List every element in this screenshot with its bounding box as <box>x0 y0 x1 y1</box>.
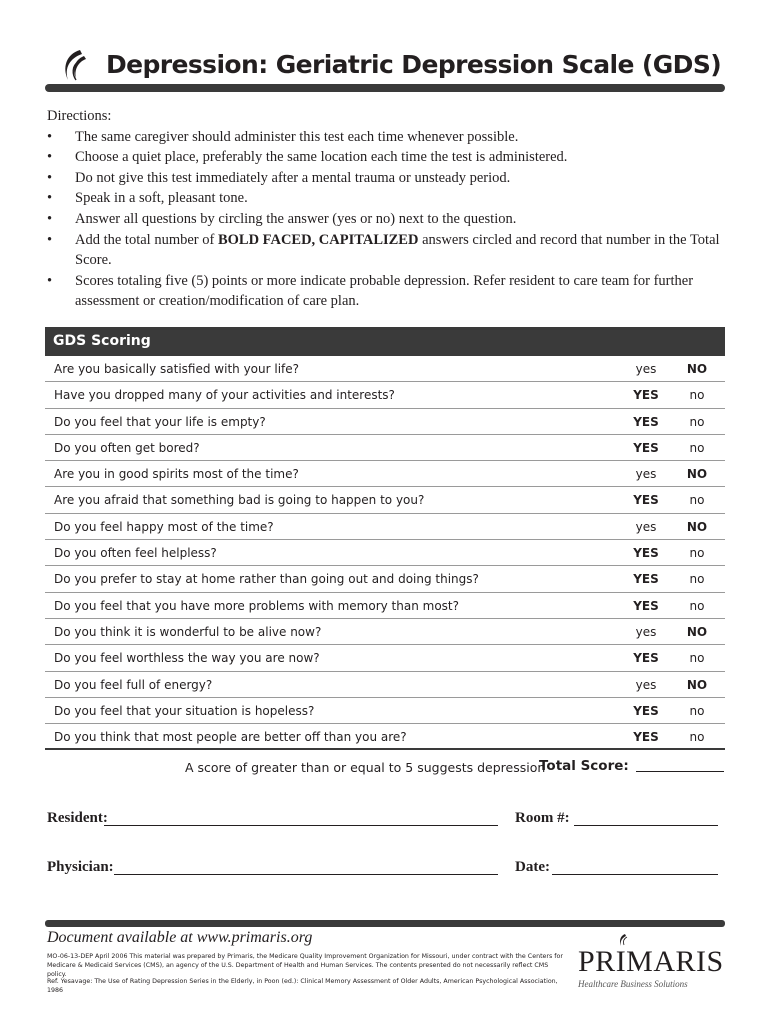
answer-no[interactable]: no <box>689 440 705 455</box>
table-row <box>45 593 725 619</box>
physician-field[interactable] <box>114 874 498 875</box>
question-text: Do you feel worthless the way you are now? <box>54 651 320 666</box>
answer-no[interactable]: no <box>689 493 705 508</box>
table-row <box>45 409 725 435</box>
table-row <box>45 435 725 461</box>
score-note: A score of greater than or equal to 5 suggests depression <box>185 760 546 775</box>
question-text: Do you feel that your situation is hopeless? <box>54 703 315 718</box>
answer-no[interactable]: no <box>689 703 705 718</box>
primaris-brand-logo <box>578 933 728 993</box>
question-text: Do you feel happy most of the time? <box>54 519 274 534</box>
table-row <box>45 724 725 750</box>
direction-text: Add the total number of <box>75 231 218 248</box>
room-label: Room #: <box>515 810 570 826</box>
direction-item: • The same caregiver should administer this test each time whenever possible. <box>47 127 727 148</box>
answer-yes[interactable]: yes <box>635 624 657 639</box>
table-row <box>45 487 725 513</box>
answer-yes[interactable]: yes <box>635 362 657 376</box>
direction-item: • Do not give this test immediately after a mental trauma or unsteady period. <box>47 168 727 189</box>
question-text: Do you often feel helpless? <box>54 546 217 561</box>
direction-item: • Speak in a soft, pleasant tone. <box>47 188 727 209</box>
room-field[interactable] <box>574 825 718 826</box>
answer-no[interactable]: no <box>689 598 705 613</box>
disclaimer-line: Medicare & Medicaid Services (CMS), an agency of the U.S. Department of Health and Human Services. The contents presented do not necessarily reflect CMS policy. <box>47 962 549 978</box>
answer-yes[interactable]: YES <box>633 730 659 745</box>
table-row <box>45 461 725 487</box>
page-title: Depression: Geriatric Depression Scale (GDS) <box>106 50 722 79</box>
table-row <box>45 382 725 408</box>
answer-yes[interactable]: yes <box>635 467 657 482</box>
answer-yes[interactable]: YES <box>633 414 659 429</box>
answer-no[interactable]: NO <box>686 677 708 692</box>
question-text: Do you feel that you have more problems with memory than most? <box>54 598 459 613</box>
direction-emphasis: BOLD FACED, CAPITALIZED <box>217 231 419 248</box>
question-text: Have you dropped many of your activities and interests? <box>54 388 395 403</box>
gds-rows <box>45 356 725 750</box>
table-row <box>45 645 725 671</box>
table-row <box>45 698 725 724</box>
answer-yes[interactable]: yes <box>635 519 657 534</box>
answer-no[interactable]: NO <box>686 519 708 534</box>
answer-no[interactable]: no <box>689 388 705 403</box>
directions-section <box>47 106 727 312</box>
direction-item <box>47 230 727 271</box>
date-field[interactable] <box>552 874 718 875</box>
question-text: Do you feel full of energy? <box>54 677 213 692</box>
question-text: Are you in good spirits most of the time? <box>54 467 299 482</box>
table-row <box>45 566 725 592</box>
answer-no[interactable]: no <box>689 730 705 745</box>
physician-label: Physician: <box>47 859 114 875</box>
question-text: Are you afraid that something bad is going to happen to you? <box>54 493 425 508</box>
direction-item: • Answer all questions by circling the answer (yes or no) next to the question. <box>47 209 727 230</box>
answer-no[interactable]: no <box>689 651 705 666</box>
answer-no[interactable]: NO <box>686 362 708 376</box>
header-divider <box>45 84 725 92</box>
footer-divider <box>45 920 725 927</box>
table-row <box>45 514 725 540</box>
question-text: Do you prefer to stay at home rather than going out and doing things? <box>54 572 479 587</box>
answer-yes[interactable]: YES <box>633 572 659 587</box>
answer-yes[interactable]: YES <box>633 651 659 666</box>
primaris-swirl-logo-icon <box>58 46 92 86</box>
direction-item: • Choose a quiet place, preferably the same location each time the test is administered. <box>47 147 727 168</box>
gds-table-title: GDS Scoring <box>45 327 725 356</box>
total-score-field[interactable] <box>636 771 724 772</box>
total-score-label: Total Score: <box>539 758 629 774</box>
direction-item: • Scores totaling five (5) points or more indicate probable depression. Refer resident to care team for further assessment or creation/modification of care plan. <box>47 271 727 312</box>
table-row <box>45 672 725 698</box>
directions-title: Directions: <box>47 108 112 124</box>
date-label: Date: <box>515 859 550 875</box>
disclaimer-line: MO-06-13-DEP April 2006 This material was prepared by Primaris, the Medicare Quality Improvement Organization for Missouri, under contract with the Centers for <box>47 953 563 960</box>
question-text: Do you often get bored? <box>54 440 200 455</box>
answer-yes[interactable]: YES <box>633 388 659 403</box>
resident-field[interactable] <box>104 825 498 826</box>
answer-yes[interactable]: YES <box>633 440 659 455</box>
answer-no[interactable]: no <box>689 546 705 561</box>
document-availability: Document available at www.primaris.org <box>47 929 313 946</box>
table-row <box>45 619 725 645</box>
resident-label: Resident: <box>47 810 108 826</box>
table-row <box>45 356 725 382</box>
answer-yes[interactable]: YES <box>633 546 659 561</box>
answer-no[interactable]: NO <box>686 467 708 482</box>
answer-no[interactable]: NO <box>686 624 708 639</box>
answer-yes[interactable]: YES <box>633 493 659 508</box>
question-text: Are you basically satisfied with your life? <box>54 362 300 376</box>
question-text: Do you feel that your life is empty? <box>54 414 266 429</box>
question-text: Do you think that most people are better off than you are? <box>54 730 407 745</box>
brand-tagline: Healthcare Business Solutions <box>578 979 688 989</box>
table-row <box>45 540 725 566</box>
direction-text: answers circled and record that number in the Total Score. <box>75 231 720 269</box>
answer-yes[interactable]: yes <box>635 677 657 692</box>
answer-yes[interactable]: YES <box>633 598 659 613</box>
reference-line: Ref. Yesavage: The Use of Rating Depression Series in the Elderly, in Poon (ed.): Clinical Memory Assessment of Older Adults, American Psychological Association, 1986 <box>47 978 558 994</box>
brand-name: PRIMARIS <box>578 945 724 978</box>
answer-no[interactable]: no <box>689 572 705 587</box>
gds-scoring-table <box>45 327 725 750</box>
directions-list <box>47 127 727 312</box>
question-text: Do you think it is wonderful to be alive now? <box>54 624 322 639</box>
answer-no[interactable]: no <box>689 414 705 429</box>
answer-yes[interactable]: YES <box>633 703 659 718</box>
